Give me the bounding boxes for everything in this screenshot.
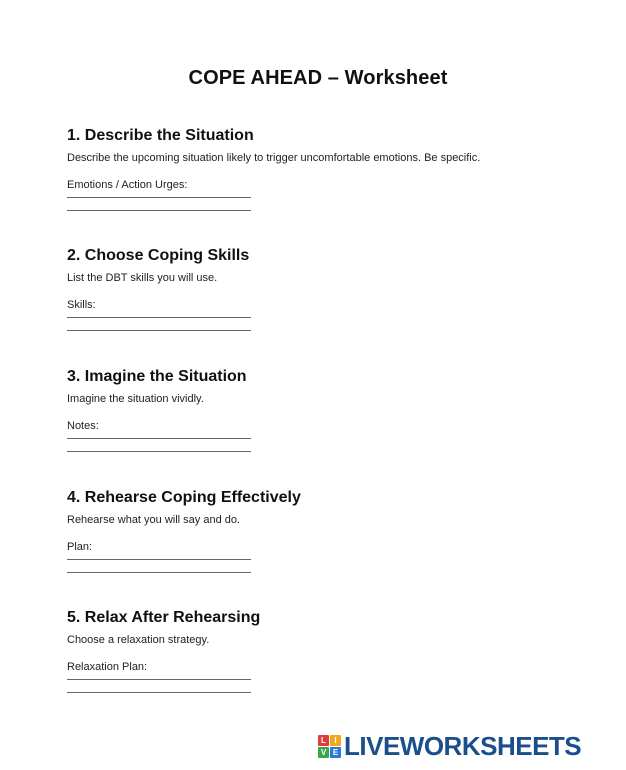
field-label: Notes: <box>67 420 99 432</box>
answer-line-1[interactable] <box>67 679 251 680</box>
section-rehearse-coping <box>67 489 567 573</box>
field-label: Skills: <box>67 299 96 311</box>
answer-line-2[interactable] <box>67 330 251 331</box>
section-choose-coping-skills <box>67 247 567 331</box>
section-describe-situation <box>67 127 567 211</box>
section-description: Rehearse what you will say and do. <box>67 514 241 526</box>
field-label: Plan: <box>67 541 93 553</box>
section-heading: 1. Describe the Situation <box>67 127 254 144</box>
section-heading: 2. Choose Coping Skills <box>67 247 250 264</box>
liveworksheets-logo <box>318 732 581 760</box>
section-relax-after-rehearsing <box>67 609 567 693</box>
section-imagine-situation <box>67 368 567 452</box>
section-description: List the DBT skills you will use. <box>67 272 218 284</box>
answer-line-1[interactable] <box>67 438 251 439</box>
logo-letter-i: I <box>330 735 341 746</box>
field-label: Emotions / Action Urges: <box>67 179 188 191</box>
field-label: Relaxation Plan: <box>67 661 148 673</box>
section-description: Choose a relaxation strategy. <box>67 634 210 646</box>
answer-line-2[interactable] <box>67 572 251 573</box>
section-heading: 5. Relax After Rehearsing <box>67 609 261 626</box>
answer-line-1[interactable] <box>67 559 251 560</box>
answer-line-2[interactable] <box>67 692 251 693</box>
logo-letter-v: V <box>318 747 329 758</box>
section-description: Describe the upcoming situation likely to trigger uncomfortable emotions. Be specific. <box>67 152 481 164</box>
answer-line-2[interactable] <box>67 451 251 452</box>
section-heading: 3. Imagine the Situation <box>67 368 247 385</box>
section-description: Imagine the situation vividly. <box>67 393 204 405</box>
page-title: COPE AHEAD – Worksheet <box>188 67 448 89</box>
logo-icon <box>318 735 341 758</box>
brand-name: LIVEWORKSHEETS <box>344 731 582 761</box>
section-heading: 4. Rehearse Coping Effectively <box>67 489 301 506</box>
answer-line-1[interactable] <box>67 317 251 318</box>
logo-letter-e: E <box>330 747 341 758</box>
answer-line-2[interactable] <box>67 210 251 211</box>
logo-letter-l: L <box>318 735 329 746</box>
answer-line-1[interactable] <box>67 197 251 198</box>
